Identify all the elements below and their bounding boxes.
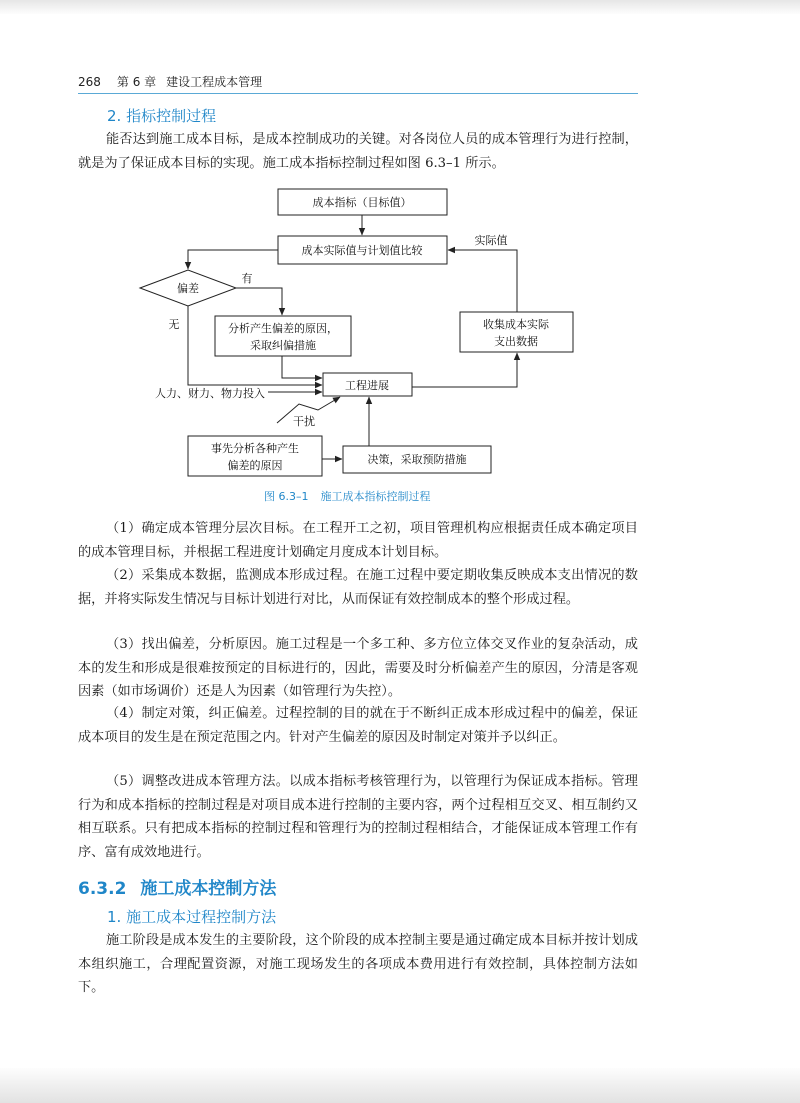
label-actual-value: 实际值 — [474, 234, 508, 247]
arrow-yes — [236, 288, 282, 315]
section-title: 施工成本控制方法 — [140, 879, 277, 899]
intro-paragraph: 能否达到施工成本目标，是成本控制成功的关键。对各岗位人员的成本管理行为进行控制，就是为了保证成本目标的实现。施工成本指标控制过程如图 6.3–1 所示。 — [78, 132, 638, 171]
step-paragraph-3: （3）找出偏差，分析原因。施工过程是一个多工种、多方位立体交叉作业的复杂活动，成本的发生和形成是很难按预定的目标进行的，因此，需要及时分析偏差产生的原因，分清是客观因素（如市场调价）还是人为因素（如管理行为失控）。 — [78, 637, 638, 700]
section-heading-indicator-control: 2. 指标控制过程 — [107, 107, 217, 125]
step-paragraph-1: （1）确定成本管理分层次目标。在工程开工之初，项目管理机构应根据责任成本确定项目的成本管理目标，并根据工程进度计划确定月度成本计划目标。 — [78, 521, 638, 560]
step-paragraph-5: （5）调整改进成本管理方法。以成本指标考核管理行为，以管理行为保证成本指标。管理行为和成本指标的控制过程是对项目成本进行控制的主要内容，两个过程相互交叉、相互制约又相互联系。只有把成本指标的控制过程和管理行为的控制过程相结合，才能保证成本管理工作有序、富有成效地进行。 — [78, 774, 638, 860]
flowchart-figure — [0, 0, 800, 520]
label-pre-analyze-1: 事先分析各种产生 — [211, 442, 299, 455]
section-number: 6.3.2 — [78, 879, 127, 899]
label-no: 无 — [168, 318, 180, 331]
label-input: 人力、财力、物力投入 — [155, 387, 265, 400]
label-deviation: 偏差 — [177, 282, 199, 295]
arrow-analyze-progress — [282, 356, 322, 378]
label-compare: 成本实际值与计划值比较 — [301, 244, 423, 257]
label-pre-analyze-2: 偏差的原因 — [227, 459, 283, 472]
caption-number: 图 6.3–1 — [264, 490, 309, 503]
label-progress: 工程进展 — [345, 379, 389, 392]
label-collect-1: 收集成本实际 — [483, 318, 549, 331]
step-paragraph-4: （4）制定对策，纠正偏差。过程控制的目的就在于不断纠正成本形成过程中的偏差，保证成本项目的发生是在预定范围之内。针对产生偏差的原因及时制定对策并予以纠正。 — [78, 706, 638, 745]
label-yes: 有 — [241, 272, 253, 285]
chapter-title: 建设工程成本管理 — [166, 75, 263, 89]
label-cost-target: 成本指标（目标值） — [312, 196, 412, 209]
section-heading-process-control: 1. 施工成本过程控制方法 — [107, 908, 277, 926]
step-paragraph-2: （2）采集成本数据，监测成本形成过程。在施工过程中要定期收集反映成本支出情况的数据，并将实际发生情况与目标计划进行对比，从而保证有效控制成本的整个形成过程。 — [78, 568, 638, 607]
label-decide: 决策，采取预防措施 — [367, 453, 467, 466]
arrow-progress-collect — [412, 353, 517, 387]
label-analyze-2: 采取纠偏措施 — [250, 339, 316, 352]
scan-edge-bottom — [0, 1068, 800, 1103]
label-interference: 干扰 — [293, 415, 315, 428]
label-collect-2: 支出数据 — [494, 335, 538, 348]
arrow-compare-deviation — [188, 250, 278, 269]
label-analyze-1: 分析产生偏差的原因， — [228, 322, 338, 335]
caption-text: 施工成本指标控制过程 — [320, 490, 431, 503]
section-heading-6-3-2 — [78, 874, 276, 899]
arrow-collect-compare — [448, 250, 517, 312]
chapter-number: 第 6 章 — [116, 75, 157, 89]
process-control-paragraph: 施工阶段是成本发生的主要阶段，这个阶段的成本控制主要是通过确定成本目标并按计划成本组织施工，合理配置资源，对施工现场发生的各项成本费用进行有效控制，具体控制方法如下。 — [78, 933, 638, 996]
page-number: 268 — [78, 75, 101, 89]
figure-caption — [264, 488, 431, 504]
